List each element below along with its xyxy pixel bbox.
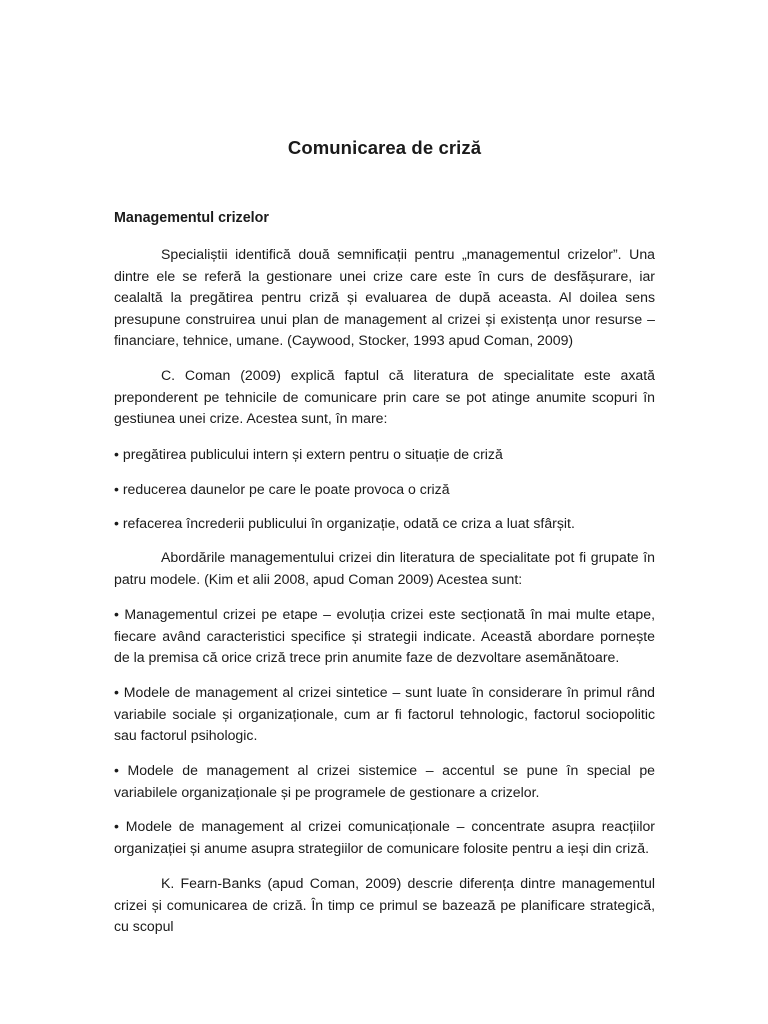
bullet-item-communicational: • Modele de management al crizei comunicaționale – concentrate asupra reacțiilor organizației și anume asupra strategiilor de comunicare folosite pentru a ieși din criză. [114, 818, 655, 856]
paragraph-fearn-banks: K. Fearn-Banks (apud Coman, 2009) descrie diferența dintre managementul crizei și comunicarea de criză. În timp ce primul se bazează pe planificare strategică, cu scopul [114, 875, 655, 935]
document-title: Comunicarea de criză [287, 137, 482, 158]
bullet-item-systemic: • Modele de management al crizei sistemice – accentul se pune în special pe variabilele organizaționale și pe programele de gestionare a crizelor. [114, 762, 655, 800]
bullet-item-preparation: • pregătirea publicului intern și extern pentru o situație de criză [114, 446, 503, 462]
bullet-item-trust: • refacerea încrederii publicului în organizație, odată ce criza a luat sfârșit. [114, 515, 575, 531]
paragraph-coman: C. Coman (2009) explică faptul că literatura de specialitate este axată preponderent pe tehnicile de comunicare prin care se pot atinge anumite scopuri în gestiunea unei crize. Acestea sunt, în mare: [114, 367, 655, 427]
bullet-item-synthetic: • Modele de management al crizei sintetice – sunt luate în considerare în primul rând variabile sociale și organizaționale, cum ar fi factorul tehnologic, factorul sociopolitic sau factorul psihologic. [114, 684, 655, 744]
section-heading: Managementul crizelor [114, 210, 269, 226]
paragraph-specialists: Specialiștii identifică două semnificații pentru „managementul crizelor”. Una dintre ele se referă la gestionare unei crize care este în curs de desfășurare, iar cealaltă la pregătirea pentru criză și evaluarea de după aceasta. Al doilea sens presupune construirea unui plan de management al crizei și existența unor resurse – financiare, tehnice, umane. (Caywood, Stocker, 1993 apud Coman, 2009) [114, 246, 655, 349]
paragraph-approaches: Abordările managementului crizei din literatura de specialitate pot fi grupate în patru modele. (Kim et alii 2008, apud Coman 2009) Acestea sunt: [114, 549, 655, 587]
bullet-item-damage: • reducerea daunelor pe care le poate provoca o criză [114, 481, 450, 497]
bullet-item-stages: • Managementul crizei pe etape – evoluția crizei este secționată în mai multe etape, fiecare având caracteristici specifice și strategii indicate. Această abordare pornește de la premisa că orice criză trece prin anumite faze de dezvoltare asemănătoare. [114, 606, 655, 666]
